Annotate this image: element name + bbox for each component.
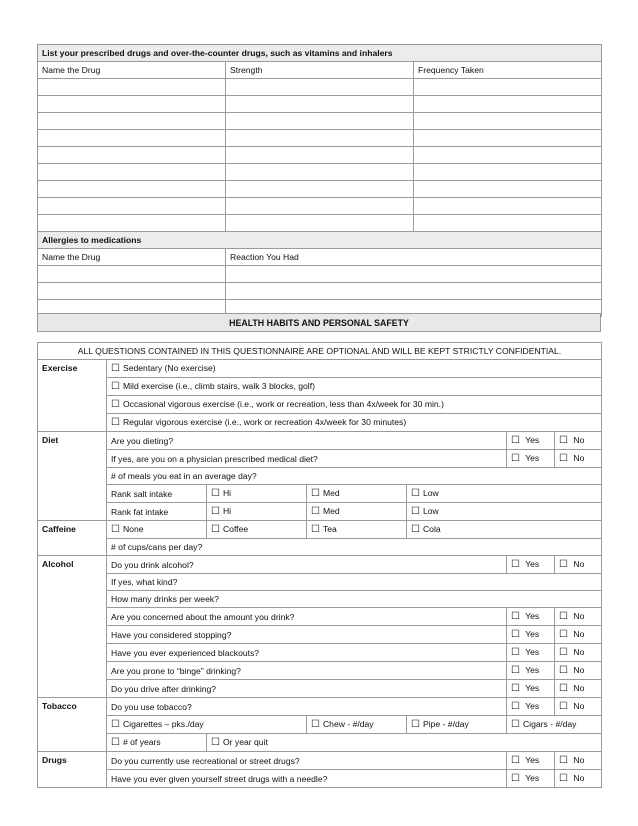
yes-checkbox[interactable]: ☐ Yes [507,626,555,644]
no-checkbox[interactable]: ☐ No [555,432,602,450]
tobacco-cigars-option[interactable]: ☐ Cigars - #/day [507,716,602,734]
med-drug-field[interactable] [38,215,226,232]
diet-question: Are you dieting? [107,432,507,450]
med-strength-field[interactable] [226,147,414,164]
drugs-question: Do you currently use recreational or street drugs? [107,752,507,770]
med-frequency-field[interactable] [414,147,602,164]
no-checkbox[interactable]: ☐ No [555,698,602,716]
health-habits-banner: HEALTH HABITS AND PERSONAL SAFETY [37,313,601,332]
allergy-reaction-field[interactable] [226,266,602,283]
col-allergy-drug: Name the Drug [38,249,226,266]
fat-med-option[interactable]: ☐ Med [307,503,407,521]
med-strength-field[interactable] [226,198,414,215]
alcohol-question: Have you ever experienced blackouts? [107,644,507,662]
med-frequency-field[interactable] [414,198,602,215]
med-strength-field[interactable] [226,79,414,96]
col-reaction: Reaction You Had [226,249,602,266]
yes-checkbox[interactable]: ☐ Yes [507,770,555,788]
med-row [38,130,602,147]
tobacco-quit-option[interactable]: ☐ Or year quit [207,734,602,752]
alcohol-question: Do you drink alcohol? [107,556,507,574]
caffeine-label: Caffeine [38,521,107,539]
caffeine-coffee-option[interactable]: ☐ Coffee [207,521,307,539]
salt-med-option[interactable]: ☐ Med [307,485,407,503]
med-strength-field[interactable] [226,96,414,113]
med-row [38,96,602,113]
medications-table [37,44,602,317]
med-row [38,147,602,164]
allergy-row [38,266,602,283]
exercise-mild-option[interactable]: ☐ Mild exercise (i.e., climb stairs, walk 3 blocks, golf) [107,378,602,396]
yes-checkbox[interactable]: ☐ Yes [507,450,555,468]
no-checkbox[interactable]: ☐ No [555,770,602,788]
alcohol-label: Alcohol [38,556,107,574]
col-drug-name: Name the Drug [38,62,226,79]
caffeine-tea-option[interactable]: ☐ Tea [307,521,407,539]
med-frequency-field[interactable] [414,79,602,96]
med-row [38,164,602,181]
alcohol-question: Do you drive after drinking? [107,680,507,698]
yes-checkbox[interactable]: ☐ Yes [507,752,555,770]
checkbox-icon[interactable]: ☐ [111,363,120,374]
diet-question[interactable]: # of meals you eat in an average day? [107,468,602,485]
exercise-label: Exercise [38,360,107,378]
med-frequency-field[interactable] [414,215,602,232]
col-strength: Strength [226,62,414,79]
no-checkbox[interactable]: ☐ No [555,450,602,468]
no-checkbox[interactable]: ☐ No [555,662,602,680]
med-strength-field[interactable] [226,215,414,232]
yes-checkbox[interactable]: ☐ Yes [507,432,555,450]
med-row [38,181,602,198]
diet-question: If yes, are you on a physician prescribed medical diet? [107,450,507,468]
med-frequency-field[interactable] [414,164,602,181]
no-checkbox[interactable]: ☐ No [555,752,602,770]
yes-checkbox[interactable]: ☐ Yes [507,680,555,698]
med-drug-field[interactable] [38,198,226,215]
tobacco-cigarettes-option[interactable]: ☐ Cigarettes – pks./day [107,716,307,734]
salt-hi-option[interactable]: ☐ Hi [207,485,307,503]
allergy-row [38,283,602,300]
med-row [38,79,602,96]
tobacco-years-option[interactable]: ☐ # of years [107,734,207,752]
fat-low-option[interactable]: ☐ Low [407,503,602,521]
med-row [38,215,602,232]
checkbox-icon[interactable]: ☐ [111,399,120,410]
caffeine-cola-option[interactable]: ☐ Cola [407,521,602,539]
alcohol-question: Are you concerned about the amount you drink? [107,608,507,626]
tobacco-question: Do you use tobacco? [107,698,507,716]
med-frequency-field[interactable] [414,181,602,198]
med-frequency-field[interactable] [414,96,602,113]
med-strength-field[interactable] [226,113,414,130]
yes-checkbox[interactable]: ☐ Yes [507,556,555,574]
alcohol-question: Are you prone to “binge” drinking? [107,662,507,680]
med-drug-field[interactable] [38,113,226,130]
med-drug-field[interactable] [38,164,226,181]
allergy-drug-field[interactable] [38,283,226,300]
alcohol-question: Have you considered stopping? [107,626,507,644]
yes-checkbox[interactable]: ☐ Yes [507,608,555,626]
med-drug-field[interactable] [38,130,226,147]
tobacco-label: Tobacco [38,698,107,716]
no-checkbox[interactable]: ☐ No [555,626,602,644]
salt-low-option[interactable]: ☐ Low [407,485,602,503]
allergy-reaction-field[interactable] [226,283,602,300]
yes-checkbox[interactable]: ☐ Yes [507,662,555,680]
caffeine-cups-question[interactable]: # of cups/cans per day? [107,539,602,556]
confidentiality-notice: ALL QUESTIONS CONTAINED IN THIS QUESTIONNAIRE ARE OPTIONAL AND WILL BE KEPT STRICTLY CONFIDENTIAL. [38,343,602,360]
no-checkbox[interactable]: ☐ No [555,608,602,626]
exercise-regular-option[interactable]: ☐ Regular vigorous exercise (i.e., work or recreation 4x/week for 30 minutes) [107,414,602,432]
yes-checkbox[interactable]: ☐ Yes [507,644,555,662]
allergy-drug-field[interactable] [38,266,226,283]
alcohol-question[interactable]: If yes, what kind? [107,574,602,591]
med-row [38,113,602,130]
tobacco-chew-option[interactable]: ☐ Chew - #/day [307,716,407,734]
checkbox-icon[interactable]: ☐ [111,381,120,392]
alcohol-question[interactable]: How many drinks per week? [107,591,602,608]
drugs-label: Drugs [38,752,107,770]
tobacco-pipe-option[interactable]: ☐ Pipe - #/day [407,716,507,734]
med-strength-field[interactable] [226,164,414,181]
fat-hi-option[interactable]: ☐ Hi [207,503,307,521]
med-drug-field[interactable] [38,79,226,96]
no-checkbox[interactable]: ☐ No [555,556,602,574]
med-frequency-field[interactable] [414,130,602,147]
med-drug-field[interactable] [38,147,226,164]
exercise-occasional-option[interactable]: ☐ Occasional vigorous exercise (i.e., work or recreation, less than 4x/week for 30 min.) [107,396,602,414]
caffeine-none-option[interactable]: ☐ None [107,521,207,539]
med-frequency-field[interactable] [414,113,602,130]
yes-checkbox[interactable]: ☐ Yes [507,698,555,716]
health-habits-table [37,342,602,788]
med-row [38,198,602,215]
medications-title: List your prescribed drugs and over-the-counter drugs, such as vitamins and inhalers [38,45,602,62]
fat-intake-label: Rank fat intake [107,503,207,521]
checkbox-icon[interactable]: ☐ [111,417,120,428]
col-frequency: Frequency Taken [414,62,602,79]
no-checkbox[interactable]: ☐ No [555,680,602,698]
med-strength-field[interactable] [226,130,414,147]
med-drug-field[interactable] [38,96,226,113]
salt-intake-label: Rank salt intake [107,485,207,503]
exercise-sedentary-option[interactable]: ☐ Sedentary (No exercise) [107,360,602,378]
diet-label: Diet [38,432,107,450]
no-checkbox[interactable]: ☐ No [555,644,602,662]
drugs-question: Have you ever given yourself street drugs with a needle? [107,770,507,788]
allergies-title: Allergies to medications [38,232,602,249]
med-drug-field[interactable] [38,181,226,198]
med-strength-field[interactable] [226,181,414,198]
